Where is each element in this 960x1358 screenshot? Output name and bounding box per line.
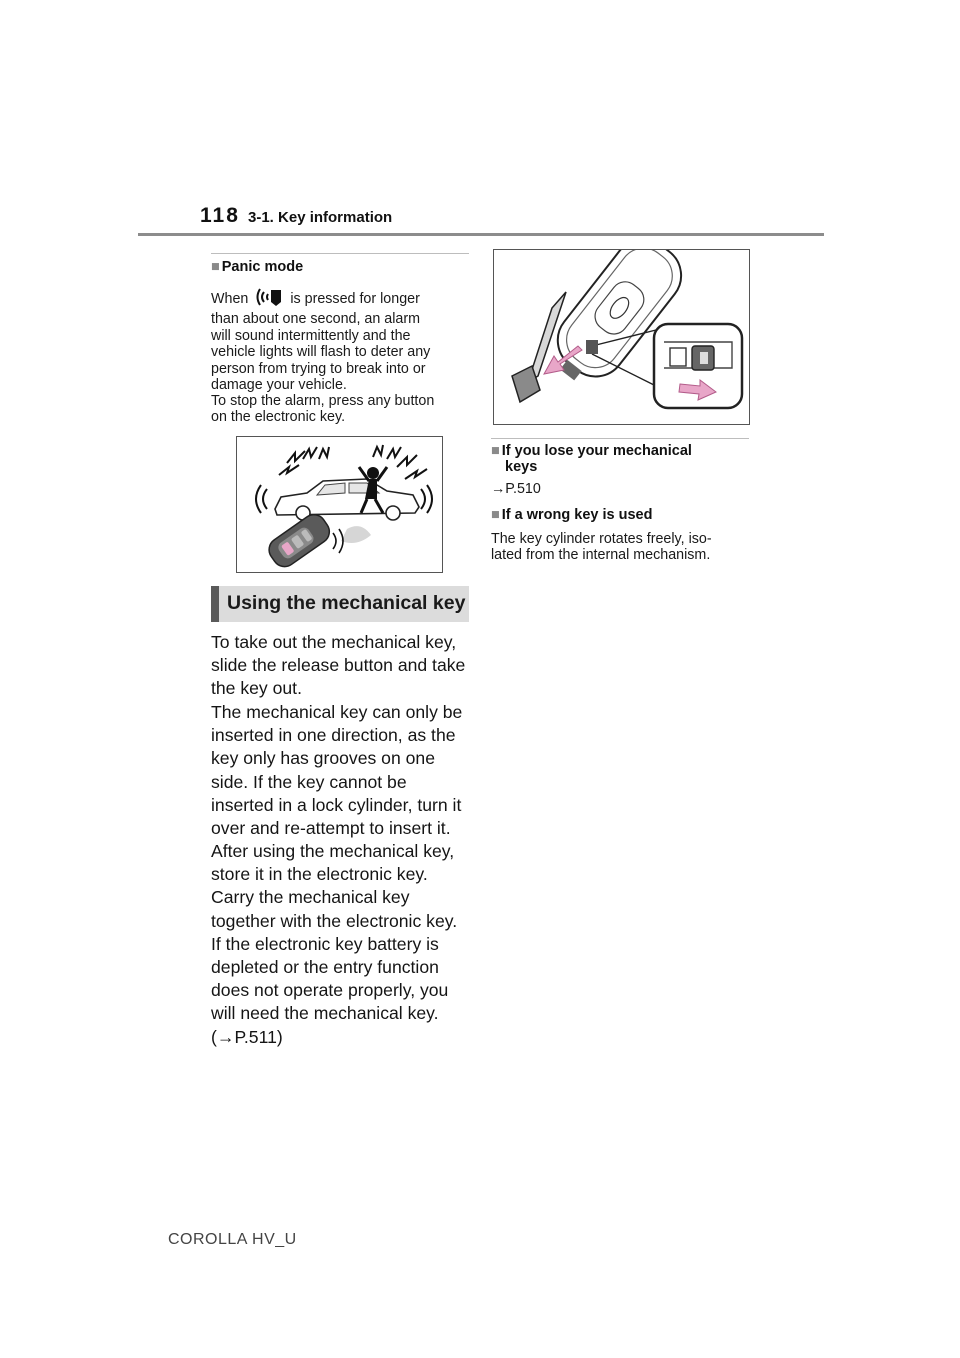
panic-divider — [211, 253, 469, 254]
panic-mode-text — [211, 287, 473, 393]
stop-line: on the electronic key. — [211, 409, 346, 426]
take-out-paragraph — [211, 631, 473, 701]
panic-line: will sound intermittently and the — [211, 327, 411, 344]
panic-line: than about one second, an alarm — [211, 311, 421, 328]
lose-keys-reference[interactable]: →P.510 — [491, 481, 541, 497]
paragraph-line: does not operate properly, you — [211, 980, 449, 1001]
wrong-key-line: The key cylinder rotates freely, iso- — [491, 531, 712, 547]
panic-when-text: When — [211, 291, 249, 307]
paragraph-line: If the electronic key battery is — [211, 933, 439, 954]
paragraph-line: inserted in one direction, as the — [211, 725, 456, 746]
paragraph-line: The mechanical key can only be — [211, 702, 463, 722]
alarm-lightning-icon — [279, 445, 427, 479]
panic-line: vehicle lights will flash to deter any — [211, 344, 431, 361]
stop-line: To stop the alarm, press any button — [211, 393, 435, 409]
wrong-key-text — [491, 531, 753, 564]
paragraph-line: together with the electronic key. — [211, 910, 458, 931]
panic-line-first — [211, 287, 473, 311]
wrong-key-heading — [491, 507, 652, 523]
square-bullet-icon: ■ — [211, 259, 220, 275]
panic-line: damage your vehicle. — [211, 377, 347, 394]
header-divider — [138, 233, 824, 236]
paragraph-line: After using the mechanical key, — [211, 841, 455, 861]
section-title: Using the mechanical key — [227, 592, 466, 614]
release-button-zoom-inset — [654, 324, 742, 408]
page-reference-link[interactable]: (→P.511) — [211, 1026, 283, 1047]
panic-button-icon — [254, 287, 284, 311]
wrong-key-title: If a wrong key is used — [501, 507, 653, 523]
paragraph-line: the key out. — [211, 678, 302, 699]
paragraph-line: side. If the key cannot be — [211, 771, 407, 792]
mechanical-key-illustration — [493, 249, 750, 425]
wrong-key-line: lated from the internal mechanism. — [491, 547, 711, 564]
car-icon — [275, 479, 419, 520]
panic-alarm-illustration — [236, 436, 443, 573]
paragraph-line: To take out the mechanical key, — [211, 632, 457, 652]
paragraph-line: will need the mechanical key. — [211, 1003, 439, 1024]
paragraph-line: key only has grooves on one — [211, 748, 435, 769]
lose-keys-title-cont: keys — [505, 459, 538, 475]
chapter-title: 3-1. Key information — [248, 209, 393, 226]
panic-mode-heading — [211, 259, 303, 275]
paragraph-line: slide the release button and take — [211, 655, 466, 676]
panic-after-icon-text: is pressed for longer — [290, 291, 420, 307]
panic-mode-title: Panic mode — [221, 259, 304, 275]
square-bullet-icon: ■ — [491, 443, 500, 459]
stop-alarm-text — [211, 393, 473, 426]
page-number: 118 — [200, 204, 240, 227]
paragraph-line: store it in the electronic key. — [211, 864, 428, 885]
paragraph-line: Carry the mechanical key — [211, 887, 410, 908]
panic-line: person from trying to break into or — [211, 360, 426, 377]
paragraph-line: inserted in a lock cylinder, turn it — [211, 794, 462, 815]
paragraph-line: over and re-attempt to insert it. — [211, 818, 451, 839]
lose-keys-divider — [491, 438, 749, 439]
lose-keys-heading — [491, 443, 749, 475]
lose-keys-title: If you lose your mechanical — [501, 443, 692, 459]
footer-model: COROLLA HV_U — [168, 1231, 297, 1248]
square-bullet-icon: ■ — [491, 507, 500, 523]
insert-direction-paragraph — [211, 701, 473, 840]
store-key-paragraph — [211, 840, 473, 1049]
paragraph-line: depleted or the entry function — [211, 957, 439, 978]
section-heading-bar — [211, 586, 469, 622]
